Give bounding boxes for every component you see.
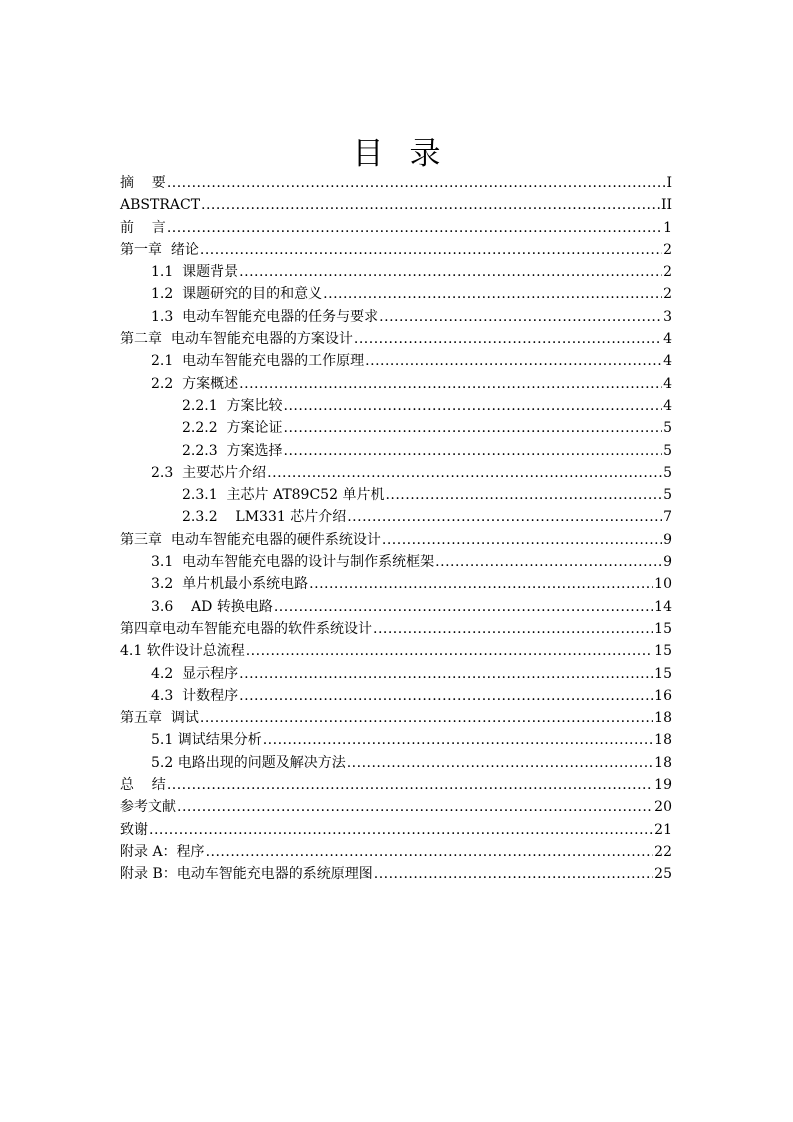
toc-entry-page-number: 20	[654, 799, 672, 816]
toc-entry-label: 第五章 调试	[120, 710, 199, 727]
dot-leader	[365, 350, 662, 372]
toc-entry[interactable]	[120, 306, 672, 328]
toc-entry-page-number: 18	[654, 754, 672, 771]
toc-entry[interactable]	[120, 752, 672, 774]
toc-entry[interactable]	[120, 350, 672, 372]
toc-entry-page-number: 5	[663, 420, 672, 437]
dot-leader	[284, 395, 663, 417]
toc-entry-label: 总 结	[120, 777, 166, 794]
toc-entry[interactable]	[120, 618, 672, 640]
toc-entry-page-number: 16	[654, 687, 672, 704]
toc-entry[interactable]	[120, 239, 672, 261]
dot-leader	[201, 194, 660, 216]
toc-entry-label: 5.2 电路出现的问题及解决方法	[151, 754, 346, 771]
toc-entry-page-number: 25	[654, 866, 672, 883]
toc-entry[interactable]	[120, 373, 672, 395]
toc-entry-page-number: 3	[663, 308, 672, 325]
toc-entry-label: 2.2.2 方案论证	[182, 420, 283, 437]
dot-leader	[167, 217, 662, 239]
toc-entry[interactable]	[120, 484, 672, 506]
toc-entry-page-number: 18	[654, 732, 672, 749]
toc-entry-page-number: 18	[654, 710, 672, 727]
toc-entry[interactable]	[120, 328, 672, 350]
toc-entry-label: 3.2 单片机最小系统电路	[151, 576, 309, 593]
toc-entry-label: 1.1 课题背景	[151, 264, 239, 281]
dot-leader	[274, 596, 653, 618]
toc-entry[interactable]	[120, 462, 672, 484]
dot-leader	[263, 729, 653, 751]
dot-leader	[347, 752, 653, 774]
toc-entry-label: 3.6 AD 转换电路	[151, 598, 273, 615]
dot-leader	[323, 283, 662, 305]
toc-title: 目录	[352, 136, 467, 172]
toc-entry-label: 5.1 调试结果分析	[151, 732, 262, 749]
toc-entry-page-number: 15	[654, 665, 672, 682]
toc-entry-page-number: 15	[654, 643, 672, 660]
toc-entry[interactable]	[120, 395, 672, 417]
toc-entry-label: 附录 B：电动车智能充电器的系统原理图	[120, 866, 373, 883]
toc-entry[interactable]	[120, 841, 672, 863]
toc-entry-label: 2.3.1 主芯片 AT89C52 单片机	[182, 487, 385, 504]
toc-entry[interactable]	[120, 819, 672, 841]
toc-entry[interactable]	[120, 573, 672, 595]
toc-entry-page-number: 5	[663, 442, 672, 459]
toc-entry-label: 附录 A：程序	[120, 843, 205, 860]
toc-entry[interactable]	[120, 217, 672, 239]
toc-entry-label: 第二章 电动车智能充电器的方案设计	[120, 331, 353, 348]
dot-leader	[167, 172, 666, 194]
toc-entry-page-number: 10	[654, 576, 672, 593]
toc-entry-page-number: II	[660, 197, 672, 214]
table-of-contents	[120, 172, 672, 886]
toc-entry[interactable]	[120, 194, 672, 216]
toc-entry-page-number: 4	[663, 397, 672, 414]
toc-entry-label: 参考文献	[120, 799, 176, 816]
toc-entry-label: 1.2 课题研究的目的和意义	[151, 286, 323, 303]
dot-leader	[309, 573, 653, 595]
dot-leader	[206, 841, 654, 863]
dot-leader	[373, 618, 653, 640]
toc-entry[interactable]	[120, 863, 672, 885]
toc-entry[interactable]	[120, 261, 672, 283]
toc-entry-label: ABSTRACT	[120, 197, 201, 214]
dot-leader	[246, 640, 653, 662]
toc-entry-page-number: 1	[663, 219, 672, 236]
toc-entry-label: 3.1 电动车智能充电器的设计与制作系统框架	[151, 554, 435, 571]
dot-leader	[239, 261, 662, 283]
toc-entry[interactable]	[120, 596, 672, 618]
toc-entry-label: 2.2.1 方案比较	[182, 397, 283, 414]
toc-entry-label: 2.1 电动车智能充电器的工作原理	[151, 353, 365, 370]
toc-entry[interactable]	[120, 796, 672, 818]
toc-entry[interactable]	[120, 663, 672, 685]
toc-entry[interactable]	[120, 172, 672, 194]
toc-entry-label: 第三章 电动车智能充电器的硬件系统设计	[120, 531, 381, 548]
toc-entry[interactable]	[120, 640, 672, 662]
toc-entry-page-number: 7	[663, 509, 672, 526]
toc-entry-page-number: 5	[663, 464, 672, 481]
dot-leader	[267, 462, 662, 484]
toc-entry[interactable]	[120, 440, 672, 462]
dot-leader	[374, 863, 653, 885]
toc-entry-page-number: 19	[654, 777, 672, 794]
toc-entry-label: 2.3 主要芯片介绍	[151, 464, 267, 481]
dot-leader	[167, 774, 653, 796]
toc-entry-label: 第一章 绪论	[120, 241, 199, 258]
toc-entry-page-number: I	[666, 175, 672, 191]
dot-leader	[379, 306, 662, 328]
dot-leader	[284, 440, 663, 462]
dot-leader	[382, 529, 662, 551]
toc-entry-label: 2.2 方案概述	[151, 375, 239, 392]
dot-leader	[200, 707, 653, 729]
toc-entry[interactable]	[120, 529, 672, 551]
toc-entry[interactable]	[120, 707, 672, 729]
toc-entry[interactable]	[120, 685, 672, 707]
dot-leader	[239, 685, 653, 707]
toc-entry-label: 2.3.2 LM331 芯片介绍	[182, 509, 347, 526]
dot-leader	[239, 663, 653, 685]
toc-entry-page-number: 4	[663, 375, 672, 392]
toc-entry-label: 4.2 显示程序	[151, 665, 239, 682]
toc-entry-label: 4.1 软件设计总流程	[120, 643, 245, 660]
toc-entry-label: 4.3 计数程序	[151, 687, 239, 704]
toc-entry-page-number: 5	[663, 487, 672, 504]
toc-entry[interactable]	[120, 506, 672, 528]
toc-entry-label: 2.2.3 方案选择	[182, 442, 283, 459]
dot-leader	[149, 819, 653, 841]
toc-entry[interactable]	[120, 774, 672, 796]
toc-entry-page-number: 14	[654, 598, 672, 615]
toc-entry-page-number: 9	[663, 531, 672, 548]
dot-leader	[284, 417, 663, 439]
toc-entry-label: 摘 要	[120, 175, 166, 191]
dot-leader	[385, 484, 662, 506]
toc-entry-page-number: 4	[663, 353, 672, 370]
toc-entry-page-number: 2	[663, 286, 672, 303]
dot-leader	[354, 328, 662, 350]
toc-entry-label: 1.3 电动车智能充电器的任务与要求	[151, 308, 379, 325]
toc-entry-page-number: 4	[663, 331, 672, 348]
toc-entry-page-number: 2	[663, 264, 672, 281]
dot-leader	[200, 239, 662, 261]
toc-entry[interactable]	[120, 283, 672, 305]
toc-entry-page-number: 21	[654, 821, 672, 838]
toc-entry-label: 第四章电动车智能充电器的软件系统设计	[120, 620, 372, 637]
toc-entry-label: 致谢	[120, 821, 148, 838]
dot-leader	[435, 551, 662, 573]
toc-entry[interactable]	[120, 551, 672, 573]
toc-entry-page-number: 9	[663, 554, 672, 571]
toc-entry-page-number: 2	[663, 241, 672, 258]
toc-entry[interactable]	[120, 417, 672, 439]
dot-leader	[239, 373, 662, 395]
toc-entry-label: 前 言	[120, 219, 166, 236]
dot-leader	[347, 506, 662, 528]
toc-entry-page-number: 22	[654, 843, 672, 860]
toc-entry[interactable]	[120, 729, 672, 751]
toc-entry-page-number: 15	[654, 620, 672, 637]
dot-leader	[177, 796, 653, 818]
